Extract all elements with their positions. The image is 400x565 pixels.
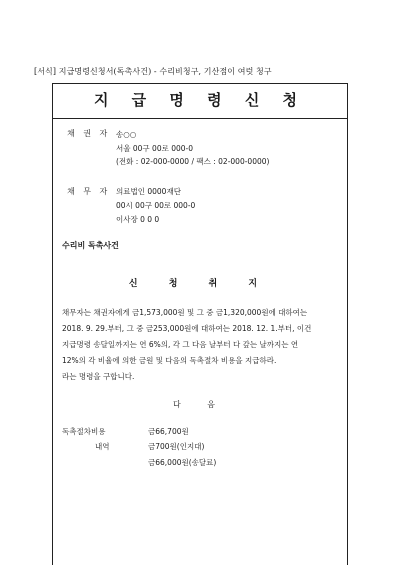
debtor-address: 00시 00구 00로 000-0 [116, 201, 196, 210]
case-name: 수리비 독촉사건 [62, 241, 119, 250]
costs-item: 금700원(인지대) [148, 442, 205, 451]
costs-label: 독촉절차비용 [62, 427, 106, 436]
purpose-line: 12%의 각 비율에 의한 금원 및 다음의 독촉절차 비용을 지급하라. [62, 356, 277, 365]
purpose-line: 채무자는 채권자에게 금1,573,000원 및 그 중 금1,320,000원에 대하여는 [62, 308, 308, 317]
purpose-line: 2018. 9. 29.부터, 그 중 금253,000원에 대하여는 2018. 12. 1.부터, 이건 [62, 324, 312, 333]
costs-item: 금66,000원(송달료) [148, 458, 217, 467]
next-heading: 다 음 [173, 400, 227, 409]
form-header: [서식] 지급명령신청서(독촉사건) - 수리비청구, 기산점이 여럿 청구 [34, 67, 272, 76]
document-title: 지 급 명 령 신 청 [93, 91, 307, 109]
costs-total: 금66,700원 [148, 427, 189, 436]
purpose-heading: 신 청 취 지 [128, 279, 272, 289]
costs-breakdown-label: 내역 [95, 442, 110, 451]
debtor-representative: 이사장 0 0 0 [116, 215, 160, 224]
creditor-address: 서울 00구 00로 000-0 [116, 144, 194, 153]
debtor-label: 채 무 자 [67, 187, 111, 196]
creditor-name: 송○○ [116, 130, 137, 139]
debtor-name: 의료법인 0000재단 [116, 187, 181, 196]
purpose-line: 지급명령 송달일까지는 연 6%의, 각 그 다음 날부터 다 갚는 날까지는 연 [62, 340, 299, 349]
purpose-line: 라는 명령을 구합니다. [62, 372, 135, 381]
title-divider [52, 118, 348, 119]
creditor-label: 채 권 자 [67, 129, 111, 138]
creditor-contact: (전화 : 02-000-0000 / 팩스 : 02-000-0000) [116, 157, 270, 166]
